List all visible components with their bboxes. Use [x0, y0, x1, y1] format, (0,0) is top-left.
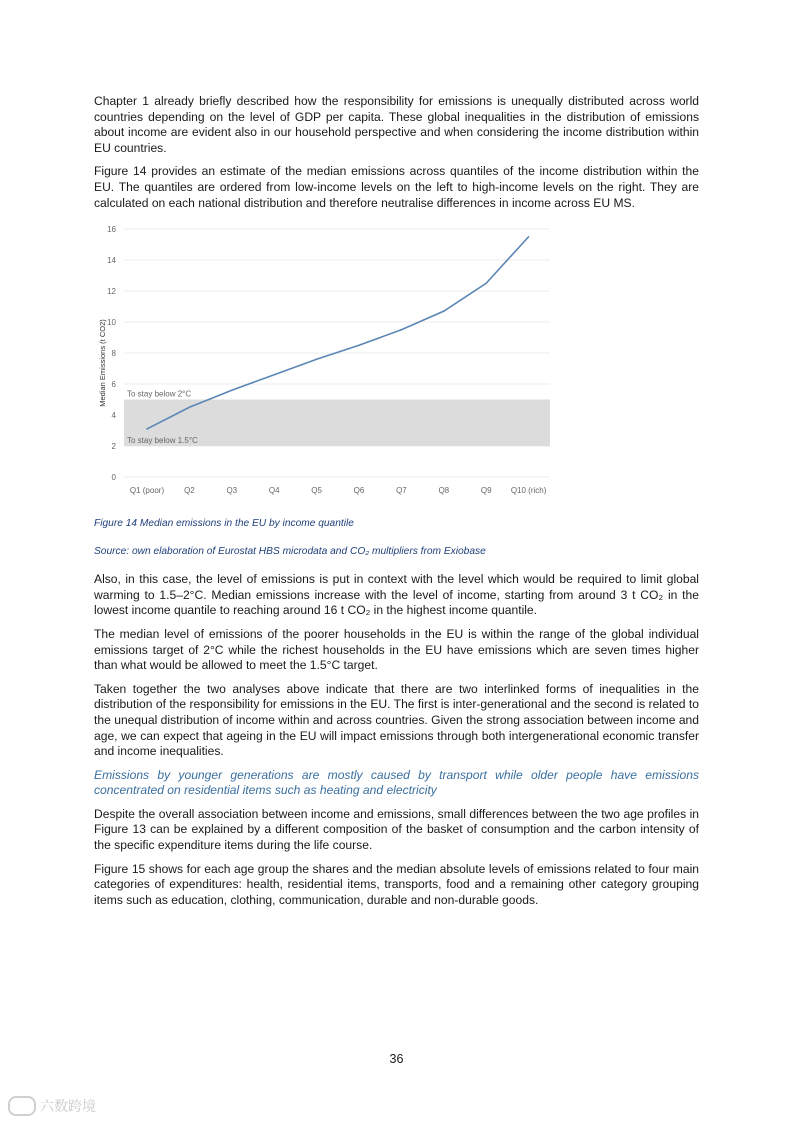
y-tick-label: 4 — [111, 411, 116, 421]
data-point — [189, 407, 191, 409]
watermark — [8, 1096, 96, 1116]
x-tick-label: Q10 (rich) — [510, 486, 547, 496]
y-axis-label: Median Emissions (t CO2) — [98, 319, 107, 407]
y-tick-label: 14 — [107, 256, 116, 266]
band-annotation: To stay below 2°C — [127, 389, 192, 399]
data-point — [401, 329, 403, 331]
paragraph: Chapter 1 already briefly described how the responsibility for emissions is unequally distributed across world countries depending on the level of GDP per capita. These global inequalities in the distribution of emissions about income are evident also in our household perspective and when considering the income distribution within EU countries. — [94, 94, 699, 155]
figure-caption: Figure 14 Median emissions in the EU by income quantile — [94, 518, 354, 530]
source-caption: Source: own elaboration of Eurostat HBS microdata and CO₂ multipliers from Exiobase — [94, 546, 486, 558]
y-tick-label: 8 — [111, 349, 116, 359]
y-tick-label: 6 — [111, 380, 116, 390]
data-point — [231, 390, 233, 392]
data-point — [316, 359, 318, 361]
x-tick-layer — [130, 486, 547, 495]
y-tick-label: 10 — [107, 318, 116, 328]
x-tick-label: Q1 (poor) — [129, 486, 165, 496]
paragraph: Despite the overall association between income and emissions, small differences between the two age profiles in Figure 13 can be explained by a different composition of the basket of consumption and the carbon intensity of the specific expenditure items during the life course. — [94, 806, 699, 853]
x-tick-label: Q8 — [438, 486, 450, 496]
figure-14-chart — [94, 219, 554, 509]
y-tick-layer — [107, 225, 116, 482]
data-point — [485, 283, 487, 285]
target-band-layer — [124, 390, 550, 447]
paragraph: Taken together the two analyses above indicate that there are two interlinked forms of inequalities in the distribution of the responsibility for emissions in the EU. The first is inter-generational and the second is related to the unequal distribution of income within and across countries. Given the strong association between income and age, we can expect that ageing in the EU will impact emissions through both intergenerational economic transfer and income inequalities. — [94, 681, 699, 759]
paragraph: Figure 15 shows for each age group the shares and the median absolute levels of emissions related to four main categories of expenditures: health, residential items, transports, food and a remaining other category grouping items such as education, clothing, communication, durable and non-durable goods. — [94, 861, 699, 907]
x-tick-label: Q2 — [184, 486, 195, 496]
page-content — [94, 94, 699, 916]
band-annotation: To stay below 1.5°C — [127, 436, 198, 446]
line-chart — [94, 219, 554, 509]
x-tick-label: Q4 — [268, 486, 280, 496]
data-point — [443, 311, 445, 313]
watermark-text: 六数跨境 — [40, 1098, 96, 1114]
paragraph: Figure 14 provides an estimate of the median emissions across quantiles of the income distribution within the EU. The quantiles are ordered from low-income levels on the left to high-income levels on the right. They are calculated on each national distribution and therefore neutralise differences in income across EU MS. — [94, 164, 699, 210]
watermark-logo-icon — [8, 1096, 36, 1116]
x-tick-label: Q9 — [480, 486, 492, 496]
page-number: 36 — [389, 1052, 404, 1066]
x-tick-label: Q7 — [396, 486, 407, 496]
x-tick-label: Q6 — [353, 486, 365, 496]
paragraph: Also, in this case, the level of emissions is put in context with the level which would be required to limit global warming to 1.5–2°C. Median emissions increase with the level of income, starting from around 3 t CO₂ in the lowest income quantile to reaching around 16 t CO₂ in the highest income quantile. — [94, 572, 699, 618]
y-tick-label: 0 — [111, 473, 116, 483]
y-tick-label: 2 — [111, 442, 116, 452]
y-tick-label: 12 — [107, 287, 116, 297]
data-point — [146, 428, 148, 430]
paragraph: The median level of emissions of the poorer households in the EU is within the range of the global individual emissions target of 2°C while the richest households in the EU have emissions which are seven times higher than what would be allowed to meet the 1.5°C target. — [94, 626, 699, 673]
data-point — [528, 236, 530, 238]
x-tick-label: Q3 — [226, 486, 238, 496]
data-point — [273, 374, 275, 376]
y-tick-label: 16 — [107, 225, 116, 235]
data-point — [358, 345, 360, 347]
x-tick-label: Q5 — [311, 486, 322, 496]
section-heading: Emissions by younger generations are mostly caused by transport while older people have emissions concentrated on residential items such as heating and electricity — [94, 767, 699, 798]
